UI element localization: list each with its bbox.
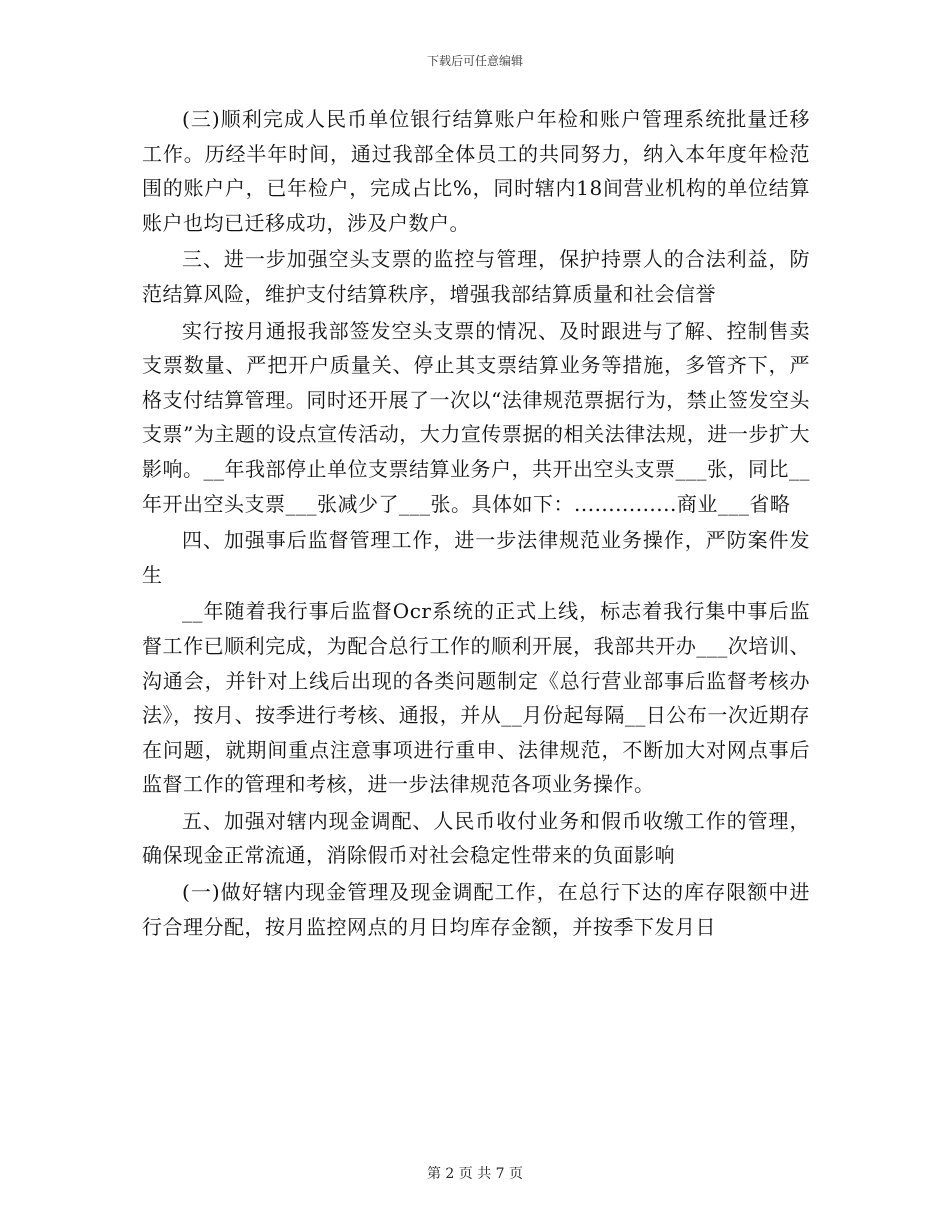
heading-section-five: 五、加强对辖内现金调配、人民币收付业务和假币收缴工作的管理，确保现金正常流通，消除假币对社会稳定性带来的负面影响 — [142, 808, 810, 868]
paragraph-account-migration: (三)顺利完成人民币单位银行结算账户年检和账户管理系统批量迁移工作。历经半年时间，通过我部全体员工的共同努力，纳入本年度年检范围的账户户，已年检户，完成占比%，同时辖内18间营业机构的单位结算账户也均已迁移成功，涉及户数户。 — [142, 107, 810, 235]
paragraph-bounced-cheques: 实行按月通报我部签发空头支票的情况、及时跟进与了解、控制售卖支票数量、严把开户质量关、停止其支票结算业务等措施，多管齐下，严格支付结算管理。同时还开展了一次以“法律规范票据行为，禁止签发空头支票”为主题的设点宣传活动，大力宣传票据的相关法律法规，进一步扩大影响。__年我部停止单位支票结算业务户，共开出空头支票___张，同比__年开出空头支票___张减少了___张。具体如下：...............商业___省略 — [142, 318, 810, 516]
paragraph-cash-allocation: (一)做好辖内现金管理及现金调配工作，在总行下达的库存限额中进行合理分配，按月监控网点的月日均库存金额，并按季下发月日 — [142, 880, 810, 939]
heading-section-three: 三、进一步加强空头支票的监控与管理，保护持票人的合法利益，防范结算风险，维护支付结算秩序，增强我部结算质量和社会信誉 — [142, 247, 810, 306]
page-header: 下载后可任意编辑 — [426, 54, 523, 68]
document-body — [142, 102, 810, 946]
heading-section-four: 四、加强事后监督管理工作，进一步法律规范业务操作，严防案件发生 — [142, 528, 810, 587]
paragraph-post-supervision: __年随着我行事后监督Ocr系统的正式上线，标志着我行集中事后监督工作已顺利完成，为配合总行工作的顺利开展，我部共开办___次培训、沟通会，并针对上线后出现的各类问题制定《总行营业部事后监督考核办法》，按月、按季进行考核、通报，并从__月份起每隔__日公布一次近期存在问题，就期间重点注意事项进行重申、法律规范，不断加大对网点事后监督工作的管理和考核，进一步法律规范各项业务操作。 — [142, 599, 810, 797]
page-number-footer: 第 2 页 共 7 页 — [426, 1166, 524, 1182]
